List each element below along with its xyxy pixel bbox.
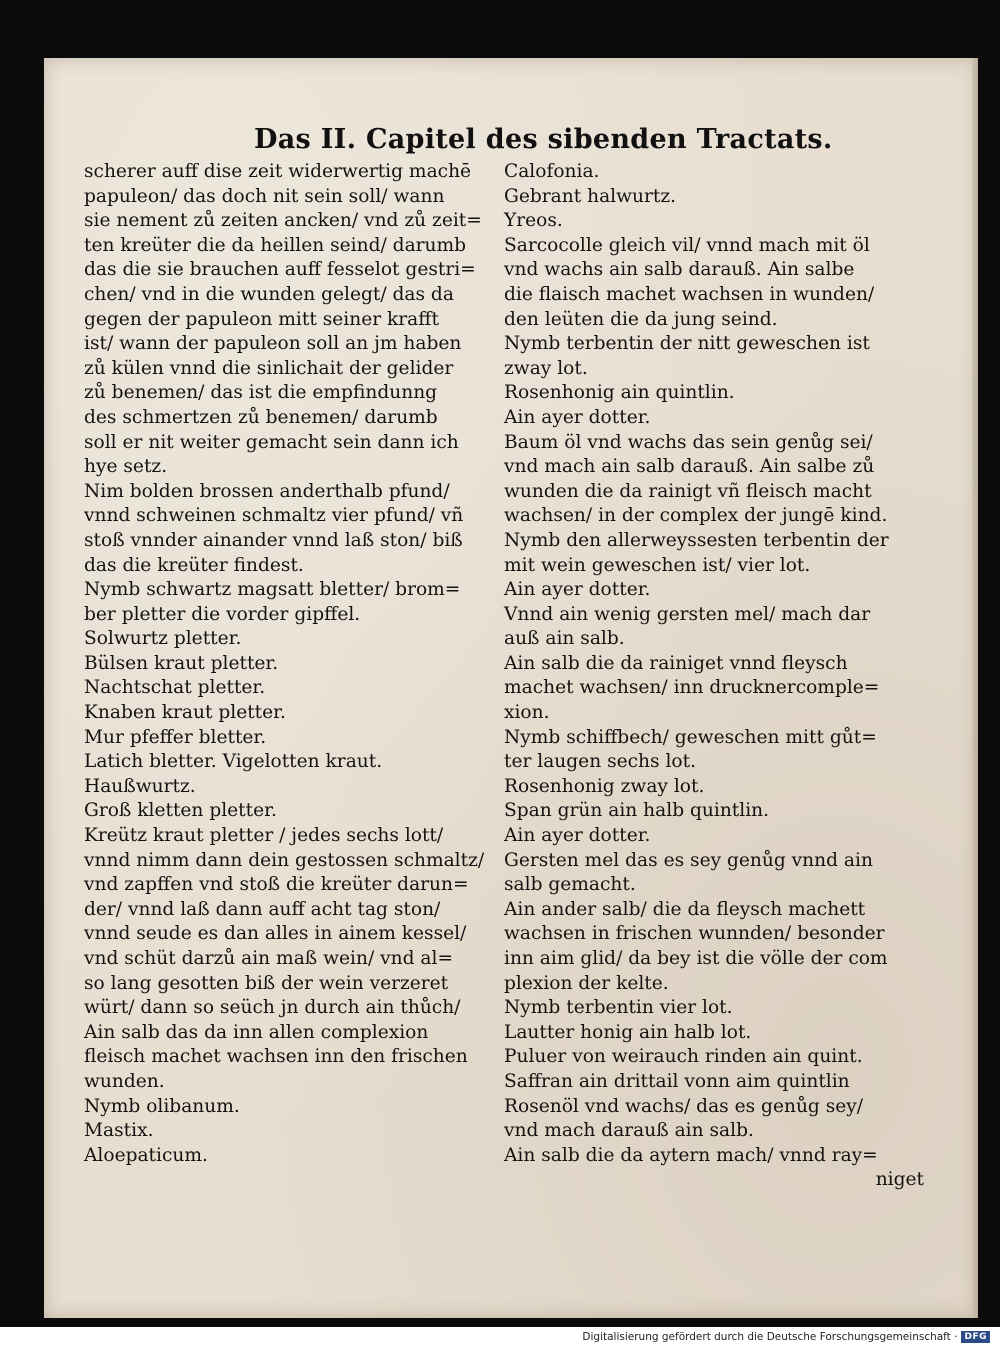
- text-line: Yreos.: [504, 210, 563, 232]
- text-line: machet wachsen/ inn drucknercomple=: [504, 677, 880, 699]
- text-line: vnnd seude es dan alles in ainem kessel/: [84, 923, 467, 945]
- text-line: xion.: [504, 702, 550, 724]
- text-line: Mastix.: [84, 1120, 154, 1142]
- text-line: Kreütz kraut pletter / jedes sechs lott/: [84, 825, 444, 847]
- text-line: zů külen vnnd die sinlichait der gelider: [84, 357, 454, 379]
- text-line: Haußwurtz.: [84, 775, 196, 797]
- text-line: mit wein geweschen ist/ vier lot.: [504, 554, 811, 576]
- text-line: Ain ander salb/ die da fleysch machett: [504, 898, 866, 920]
- text-line: Nymb den allerweyssesten terbentin der: [504, 529, 889, 551]
- text-line: wachsen/ in der complex der jungē kind.: [504, 505, 888, 527]
- right-text-column: [504, 160, 944, 1192]
- text-line: Nymb terbentin vier lot.: [504, 997, 733, 1019]
- text-line: Nymb terbentin der nitt geweschen ist: [504, 333, 870, 355]
- footer-credit: [582, 1329, 990, 1345]
- text-line: Rosenöl vnd wachs/ das es genůg sey/: [504, 1095, 864, 1117]
- text-line: Latich bletter. Vigelotten kraut.: [84, 751, 383, 773]
- text-line: vnd mach darauß ain salb.: [504, 1120, 754, 1142]
- text-line: vnd mach ain salb darauß. Ain salbe zů: [504, 456, 875, 478]
- text-line: chen/ vnd in die wunden gelegt/ das da: [84, 283, 454, 305]
- text-line: scherer auff dise zeit widerwertig machē: [84, 161, 472, 182]
- text-line: ber pletter die vorder gipffel.: [84, 603, 361, 625]
- text-line: Ain salb die da rainiget vnnd fleysch: [504, 652, 848, 674]
- text-line: Aloepaticum.: [84, 1144, 208, 1166]
- text-line: Sarcocolle gleich vil/ vnnd mach mit öl: [504, 234, 870, 256]
- text-line: Lautter honig ain halb lot.: [504, 1021, 752, 1043]
- text-line: soll er nit weiter gemacht sein dann ich: [84, 431, 459, 453]
- text-line: Rosenhonig zway lot.: [504, 775, 705, 797]
- text-line: Baum öl vnd wachs das sein genůg sei/: [504, 431, 873, 453]
- text-line: zway lot.: [504, 357, 588, 379]
- text-line: Ain salb das da inn allen complexion: [84, 1021, 429, 1043]
- text-line: Nymb schiffbech/ geweschen mitt gůt=: [504, 726, 877, 748]
- funding-note: Digitalisierung gefördert durch die Deutsche Forschungsgemeinschaft ·: [582, 1331, 958, 1343]
- text-line: ist/ wann der papuleon soll an jm haben: [84, 333, 462, 355]
- text-line: hye setz.: [84, 456, 168, 478]
- text-line: Rosenhonig ain quintlin.: [504, 382, 735, 404]
- chapter-heading: Das II. Capitel des sibenden Tractats.: [254, 124, 833, 155]
- text-line: Ain ayer dotter.: [504, 825, 651, 847]
- text-line: Nymb olibanum.: [84, 1095, 240, 1117]
- text-line: vnd zapffen vnd stoß die kreüter darun=: [84, 874, 469, 896]
- text-line: vnd wachs ain salb darauß. Ain salbe: [504, 259, 855, 281]
- text-line: Nymb schwartz magsatt bletter/ brom=: [84, 579, 461, 601]
- text-line: vnnd schweinen schmaltz vier pfund/ vñ: [84, 505, 464, 527]
- page-edge: [972, 58, 978, 1318]
- text-line: das die kreüter findest.: [84, 554, 304, 576]
- text-line: so lang gesotten biß der wein verzeret: [84, 972, 449, 994]
- text-line: vnd schüt darzů ain maß wein/ vnd al=: [84, 948, 454, 969]
- text-line: Ain ayer dotter.: [504, 579, 651, 601]
- catchword: niget: [875, 1169, 924, 1191]
- text-line: die flaisch machet wachsen in wunden/: [504, 283, 875, 305]
- text-line: der/ vnnd laß dann auff acht tag ston/: [84, 898, 441, 920]
- text-line: inn aim glid/ da bey ist die völle der com: [504, 948, 888, 969]
- text-line: Calofonia.: [504, 161, 600, 182]
- text-line: wunden die da rainigt vñ fleisch macht: [504, 480, 872, 502]
- dfg-logo: DFG: [961, 1331, 990, 1343]
- text-line: Ain salb die da aytern mach/ vnnd ray=: [504, 1144, 878, 1166]
- text-line: vnnd nimm dann dein gestossen schmaltz/: [84, 849, 485, 871]
- book-page: [44, 58, 978, 1318]
- text-line: wunden.: [84, 1070, 165, 1092]
- text-line: plexion der kelte.: [504, 972, 669, 994]
- text-line: stoß vnnder ainander vnnd laß ston/ biß: [84, 529, 463, 551]
- text-line: Gebrant halwurtz.: [504, 185, 677, 207]
- text-line: sie nement zů zeiten ancken/ vnd zů zeit=: [84, 210, 482, 232]
- text-line: Puluer von weirauch rinden ain quint.: [504, 1046, 863, 1068]
- text-line: Ain ayer dotter.: [504, 406, 651, 428]
- text-line: ten kreüter die da heillen seind/ darumb: [84, 234, 467, 256]
- text-line: auß ain salb.: [504, 628, 625, 650]
- text-line: das die sie brauchen auff fesselot gestri=: [84, 259, 476, 281]
- text-line: Nim bolden brossen anderthalb pfund/: [84, 480, 450, 502]
- text-line: wachsen in frischen wunnden/ besonder: [504, 923, 885, 945]
- text-line: Knaben kraut pletter.: [84, 702, 286, 724]
- text-line: ter laugen sechs lot.: [504, 751, 696, 773]
- text-line: Groß kletten pletter.: [84, 800, 277, 822]
- text-line: den leüten die da jung seind.: [504, 308, 778, 330]
- text-line: würt/ dann so seüch jn durch ain thůch/: [84, 997, 461, 1019]
- text-line: gegen der papuleon mitt seiner krafft: [84, 308, 439, 330]
- text-line: Saffran ain drittail vonn aim quintlin: [504, 1070, 850, 1092]
- text-line: salb gemacht.: [504, 874, 636, 896]
- text-line: Mur pfeffer bletter.: [84, 726, 267, 748]
- text-line: Nachtschat pletter.: [84, 677, 266, 699]
- left-text-column: [84, 160, 524, 1168]
- text-line: papuleon/ das doch nit sein soll/ wann: [84, 185, 445, 207]
- text-line: zů benemen/ das ist die empfindunng: [84, 382, 438, 404]
- text-line: Span grün ain halb quintlin.: [504, 800, 770, 822]
- text-line: fleisch machet wachsen inn den frischen: [84, 1046, 468, 1068]
- text-line: Solwurtz pletter.: [84, 628, 242, 650]
- text-line: Gersten mel das es sey genůg vnnd ain: [504, 849, 873, 871]
- text-line: Bülsen kraut pletter.: [84, 652, 279, 674]
- text-line: des schmertzen zů benemen/ darumb: [84, 406, 438, 428]
- text-line: Vnnd ain wenig gersten mel/ mach dar: [504, 603, 871, 625]
